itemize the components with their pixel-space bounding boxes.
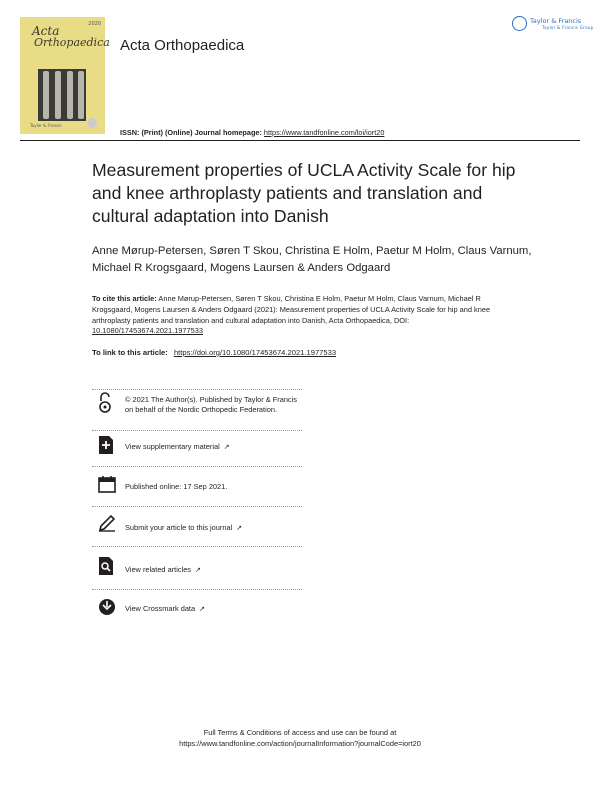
published-date: Published online: 17 Sep 2021.: [125, 482, 228, 491]
license-row: [98, 392, 308, 432]
license-text: © 2021 The Author(s). Published by Taylor & Francis on behalf of the Nordic Orthopedic Federation.: [125, 395, 297, 414]
publisher-logo-line2: Taylor & Francis Group: [542, 25, 594, 30]
cover-title-line1: Acta: [32, 24, 60, 38]
article-authors: Anne Mørup-Petersen, Søren T Skou, Christina E Holm, Paetur M Holm, Claus Varnum, Michael R Krogsgaard, Mogens Laursen & Anders Odgaard: [92, 245, 532, 274]
article-title: Measurement properties of UCLA Activity Scale for hip and knee arthroplasty patients and translation and cultural adaptation into Danish: [92, 160, 516, 226]
journal-cover: [20, 17, 110, 134]
issn-line: [120, 128, 384, 137]
row-divider: [92, 466, 302, 467]
external-link-icon: ↗: [223, 444, 230, 451]
external-link-icon: ↗: [236, 525, 243, 532]
external-link-icon: ↗: [199, 606, 205, 613]
cover-society-logo: [87, 118, 97, 128]
row-divider: [92, 589, 302, 590]
citation: [92, 294, 512, 337]
row-divider: [92, 389, 302, 390]
row-divider: [92, 506, 302, 507]
row-divider: [92, 546, 302, 547]
related-label[interactable]: View related articles: [125, 565, 191, 574]
cover-xray-image: [38, 69, 86, 121]
journal-homepage-link[interactable]: https://www.tandfonline.com/loi/iort20: [263, 128, 385, 137]
article-link-label: To link to this article:: [92, 348, 168, 357]
citation-text: Anne Mørup-Petersen, Søren T Skou, Christina E Holm, Paetur M Holm, Claus Varnum, Michael R Krogsgaard, Mogens Laursen & Anders Odgaard (2021): Measurement properties of UCLA Activity Scale for hip and knee arthroplasty patients and translation and cultural adaptation into Danish, Acta Orthopaedica, DOI:: [92, 294, 491, 325]
submit-row[interactable]: [98, 514, 308, 538]
crossmark-label[interactable]: View Crossmark data: [125, 604, 196, 613]
publisher-logo-icon: [512, 16, 527, 31]
footer-line1: Full Terms & Conditions of access and use can be found at: [203, 728, 397, 737]
supplementary-row[interactable]: [98, 435, 308, 459]
cover-title-line2: Orthopaedica: [34, 36, 110, 49]
calendar-icon: [98, 475, 114, 495]
crossmark-icon: [98, 598, 114, 618]
external-link-icon: ↗: [195, 567, 201, 574]
footer: [0, 727, 600, 749]
citation-doi-link[interactable]: 10.1080/17453674.2021.1977533: [92, 326, 203, 336]
supplementary-label[interactable]: View supplementary material: [125, 442, 220, 451]
add-document-icon: [98, 435, 114, 455]
crossmark-row[interactable]: [98, 598, 308, 622]
publisher-logo-line1: Taylor & Francis: [530, 17, 582, 25]
footer-terms-link[interactable]: https://www.tandfonline.com/action/journalInformation?journalCode=iort20: [179, 739, 421, 748]
search-document-icon: [98, 556, 114, 576]
issn-label: ISSN: (Print) (Online) Journal homepage:: [120, 128, 262, 137]
publisher-logo[interactable]: [512, 16, 594, 38]
cover-number: 2020: [88, 21, 101, 27]
published-row: [98, 475, 308, 499]
journal-name[interactable]: Acta Orthopaedica: [120, 37, 245, 54]
submit-label[interactable]: Submit your article to this journal: [125, 523, 233, 532]
citation-label: To cite this article:: [92, 294, 157, 303]
related-row[interactable]: [98, 556, 308, 580]
cover-publisher: Taylor & Francis: [30, 123, 62, 128]
row-divider: [92, 430, 302, 431]
pencil-icon: [98, 514, 114, 534]
article-link-line: [92, 348, 336, 357]
header-divider: [20, 140, 580, 141]
article-doi-link[interactable]: https://doi.org/10.1080/17453674.2021.1977533: [173, 348, 337, 357]
open-access-lock-icon: [98, 392, 114, 412]
